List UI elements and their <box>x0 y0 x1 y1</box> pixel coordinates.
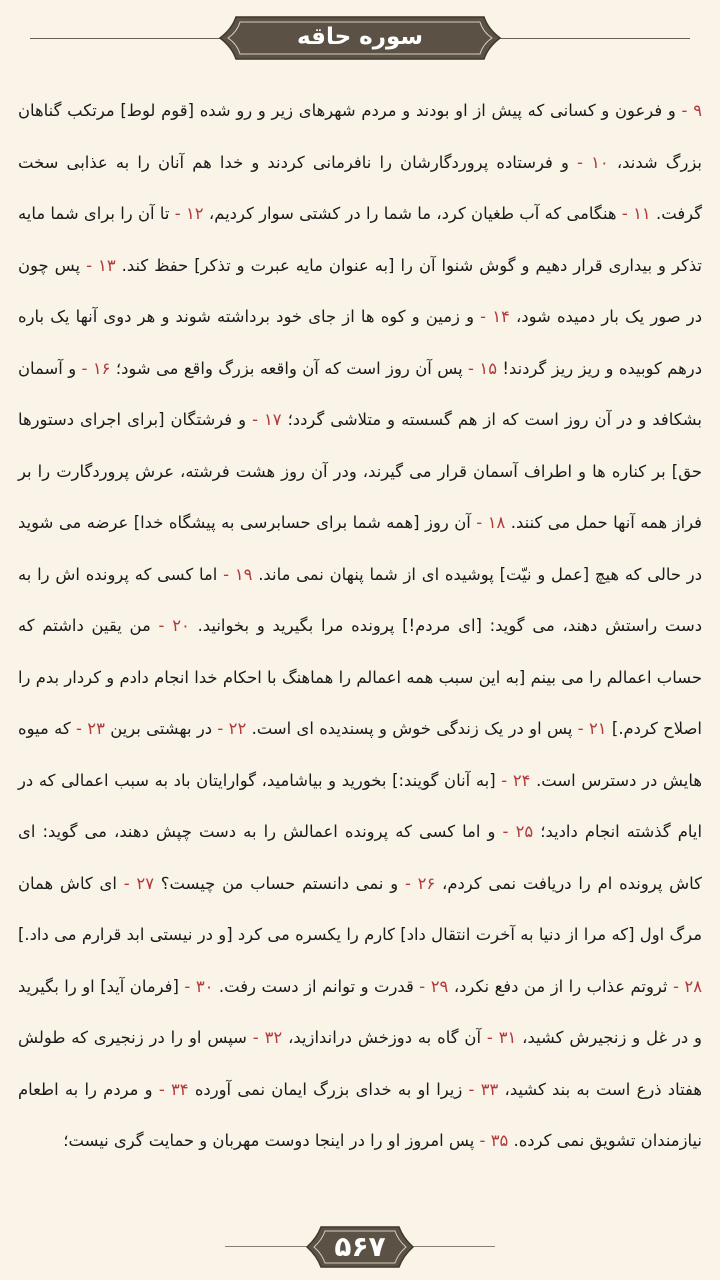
verse-translation: [فرمان آید] او را بگیرید و در غل و زنجیرش کشید، <box>18 976 702 1047</box>
verse-translation: پس آن روز است که آن واقعه بزرگ واقع می شود؛ <box>110 358 463 378</box>
verse-translation: تا آن را برای شما مایه تذکر و بیداری قرار دهیم و گوش شنوا آن را [به عنوان مایه عبرت و تذکر] حفظ کند. <box>18 204 702 275</box>
verse-number: ۳۱ - <box>481 1028 517 1047</box>
verse-translation: در بهشتی برین <box>104 719 213 738</box>
verse-translation: که میوه هایش در دسترس است. <box>18 719 702 790</box>
verse-number: ۲۶ - <box>398 873 436 893</box>
verse-number: ۳۳ - <box>462 1079 499 1099</box>
verse-translation: و فرشتگان [برای اجرای دستورها حق] بر کناره ها و اطراف آسمان قرار می گیرند، ودر آن روز هشت فرشته، عرش پروردگارت را بر فراز همه آنها حمل می کنند. <box>18 410 702 532</box>
verse-translation: [به آنان گویند:] بخورید و بیاشامید، گوارایتان باد به سبب اعمالی که در ایام گذشته انجام دادید؛ <box>18 770 703 841</box>
verse-number: ۲۵ - <box>495 822 534 841</box>
verse-number: ۱۰ - <box>568 152 609 172</box>
page-number-plate <box>305 1225 415 1269</box>
verse-translation: آن گاه به دوزخش دراندازید، <box>282 1028 481 1047</box>
verse-translation: ثروتم عذاب را از من دفع نکرد، <box>448 976 668 996</box>
verse-number: ۳۲ - <box>246 1028 283 1047</box>
verse-translation: و فرستاده پروردگارشان را نافرمانی کردند و خدا هم آنان را به عذابی سخت گرفت. <box>18 152 702 223</box>
footer <box>0 1222 720 1272</box>
surah-title: سوره حاقه <box>296 24 424 50</box>
verse-number: ۱۶ - <box>76 358 111 378</box>
title-plate <box>218 15 502 61</box>
verse-translation: و اما کسی که پرونده اعمالش را به دست چپش دهند، می گوید: ای کاش پرونده ام را دریافت نمی کردم، <box>18 822 702 893</box>
verse-number: ۳۵ - <box>474 1131 509 1150</box>
verse-number: ۱۸ - <box>470 513 506 532</box>
verse-number: ۱۲ - <box>169 204 204 223</box>
verse-translation: من یقین داشتم که حساب اعمالم را می بینم [به این سبب همه اعمالم را هماهنگ با احکام خدا انجام دادم و کردار بدم را اصلاح کردم.] <box>18 616 702 738</box>
verse-number: ۳۴ - <box>152 1079 189 1099</box>
verse-number: ۲۴ - <box>495 770 531 790</box>
verse-number: ۹ - <box>675 101 702 120</box>
verse-translation: و مردم را به اطعام نیازمندان تشویق نمی کرده. <box>18 1079 702 1150</box>
verse-translation: ای کاش همان مرگ اول [که مرا از دنیا به آخرت انتقال داد] کارم را یکسره می کرد [و در نیستی ابد قرارم می داد.] <box>18 873 702 944</box>
verse-number: ۱۳ - <box>80 255 116 275</box>
verse-number: ۱۹ - <box>217 564 253 584</box>
verse-translation: هنگامی که آب طغیان کرد، ما شما را در کشتی سوار کردیم، <box>203 204 617 223</box>
verse-number: ۲۸ - <box>667 976 703 996</box>
verse-translation: پس امروز او را در اینجا دوست مهربان و حمایت گری نیست؛ <box>63 1131 475 1150</box>
verse-number: ۳۰ - <box>178 976 214 996</box>
verse-translation: قدرت و توانم از دست رفت. <box>213 976 414 996</box>
verse-translation: زیرا او به خدای بزرگ ایمان نمی آورده <box>188 1079 463 1099</box>
verse-number: ۲۱ - <box>572 719 607 738</box>
verse-number: ۲۲ - <box>212 719 247 738</box>
header <box>0 0 720 80</box>
verse-translation: و زمین و کوه ها از جای خود برداشته شوند و هر دوی آنها یک باره درهم کوبیده و ریز ریز گردند! <box>18 307 703 378</box>
verse-number: ۱۷ - <box>246 410 282 429</box>
verse-number: ۲۰ - <box>150 616 190 635</box>
verse-translation: اما کسی که پرونده اش را به دست راستش دهند، می گوید: [ای مردم!] پرونده مرا بگیرید و بخوانید. <box>18 564 702 635</box>
verse-translation: آن روز [همه شما برای حسابرسی به پیشگاه خدا] عرضه می شوید در حالی که هیچ [عمل و نیّت] پوشیده ای از شما پنهان نمی ماند. <box>18 513 702 584</box>
verse-translation: پس او در یک زندگی خوش و پسندیده ای است. <box>246 719 573 738</box>
page-number: ۵۶۷ <box>334 1230 386 1263</box>
verse-text <box>18 85 702 1167</box>
verse-translation: و نمی دانستم حساب من چیست؟ <box>154 873 399 893</box>
verse-number: ۱۵ - <box>462 358 497 378</box>
verse-number: ۱۱ - <box>616 204 651 223</box>
verse-number: ۱۴ - <box>474 307 510 326</box>
verse-translation: و فرعون و کسانی که پیش از او بودند و مردم شهرهای زیر و رو شده [قوم لوط] مرتکب گناهان بزرگ شدند، <box>18 101 702 172</box>
verse-translation: و آسمان بشکافد و در آن روز است که از هم گسسته و متلاشی گردد؛ <box>18 358 702 429</box>
verse-translation: پس چون در صور یک بار دمیده شود، <box>18 255 703 326</box>
verse-number: ۲۹ - <box>413 976 449 996</box>
verse-number: ۲۷ - <box>116 873 155 893</box>
verse-translation: سپس او را در زنجیری که طولش هفتاد ذرع است به بند کشید، <box>18 1028 702 1099</box>
verse-paragraph <box>18 85 702 1167</box>
verse-number: ۲۳ - <box>70 719 105 738</box>
